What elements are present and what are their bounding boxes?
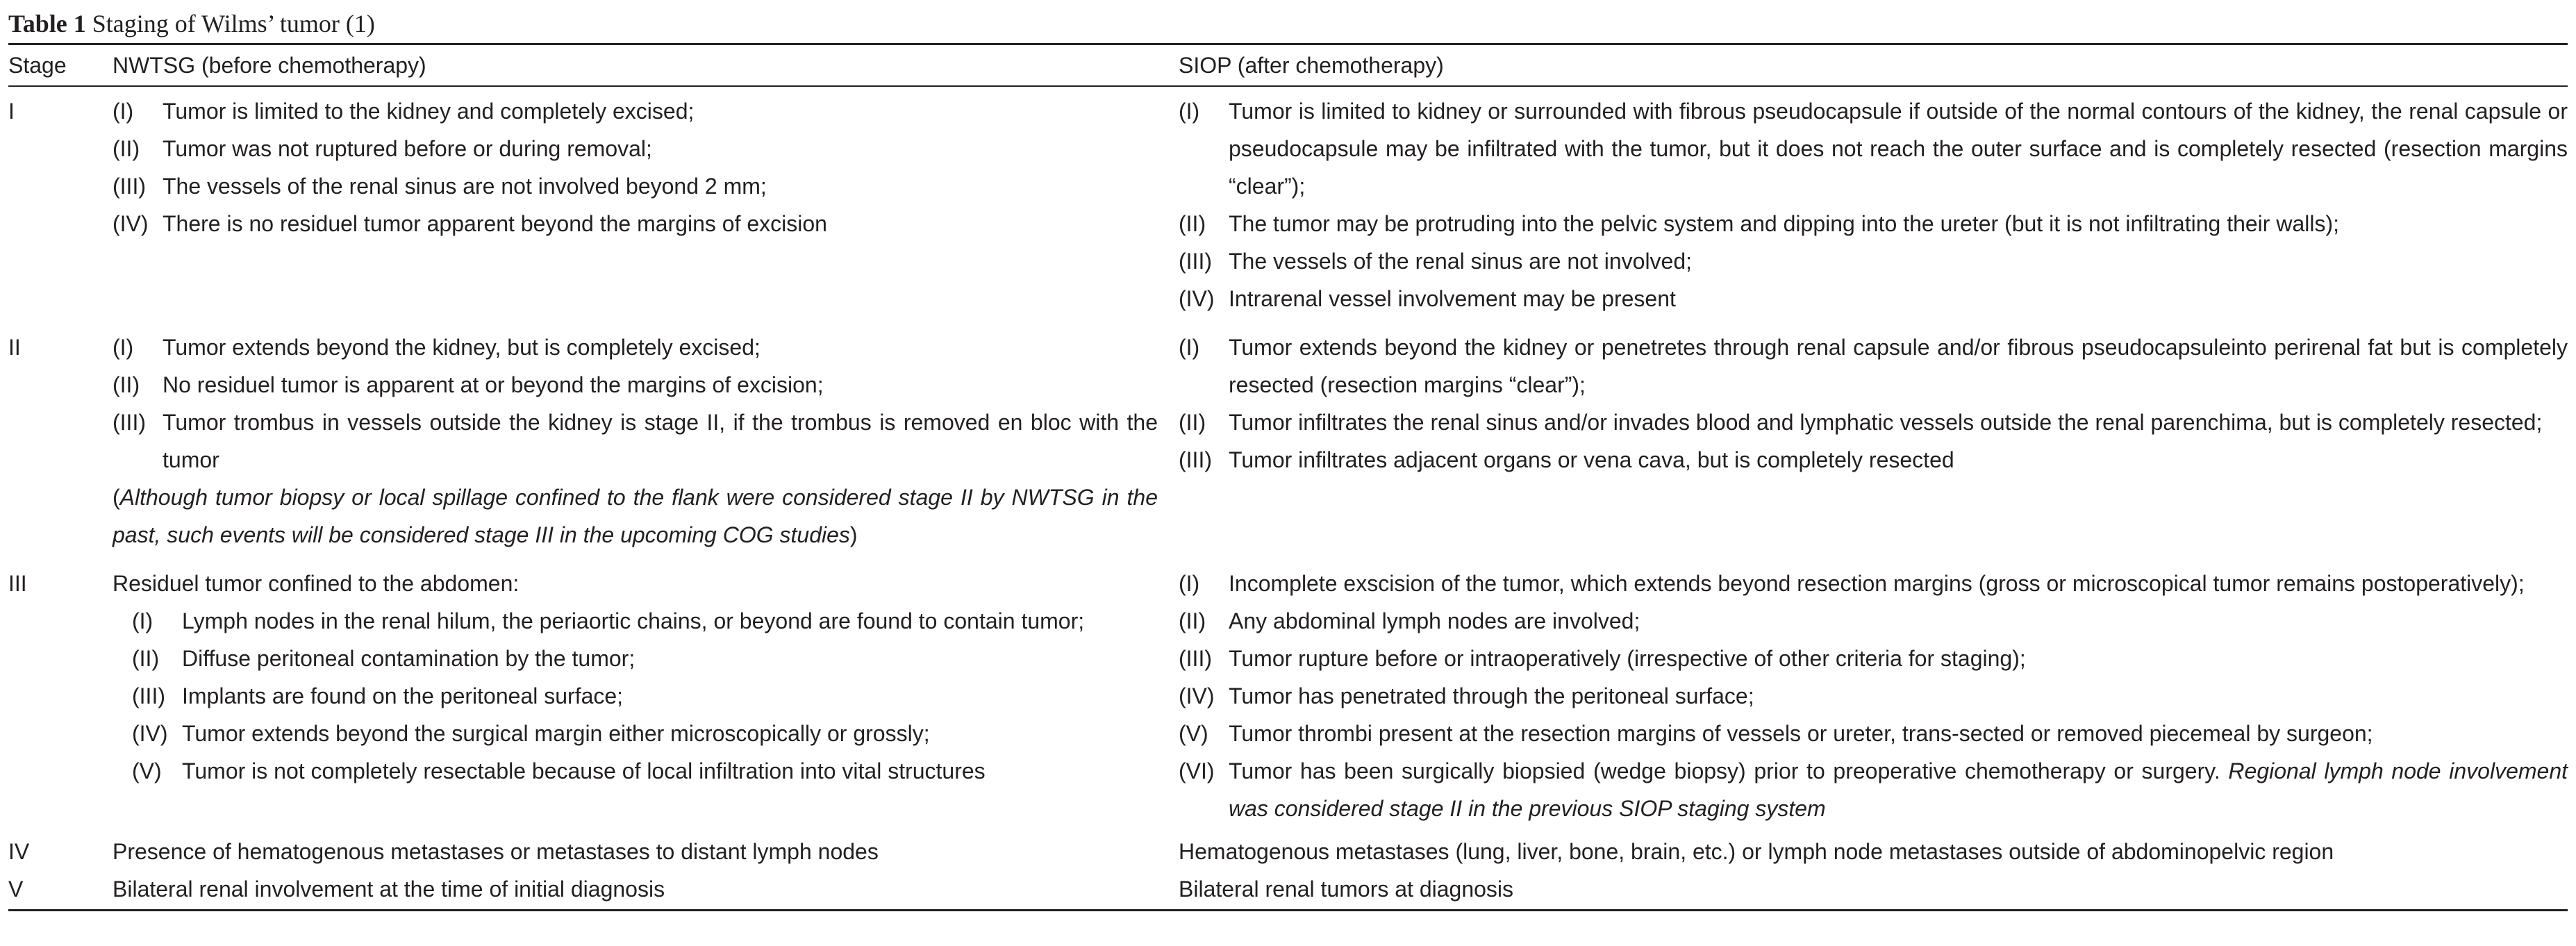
- item-marker: (II): [1179, 211, 1206, 236]
- list-item: [1179, 404, 2568, 441]
- header-siop: SIOP (after chemotherapy): [1179, 53, 1444, 78]
- item-marker: (III): [1179, 249, 1212, 274]
- siop-cell: [1179, 92, 2568, 317]
- item-marker: (II): [113, 372, 140, 397]
- siop-cell: [1179, 565, 2568, 827]
- item-text: Any abdominal lymph nodes are involved;: [1229, 608, 1640, 633]
- item-text: Tumor is not completely resectable because of local infiltration into vital structures: [182, 758, 986, 783]
- item-text: Incomplete exscision of the tumor, which extends beyond resection margins (gross or microscopical tumor remains postoperatively);: [1229, 571, 2525, 596]
- item-text: Tumor is limited to kidney or surrounded with fibrous pseudocapsule if outside of the normal contours of the kidney, the renal capsule or pseudocapsule may be infiltrated with the tumor, but it does not reach the outer surface and is completely resected (resection margins “clear”);: [1229, 99, 2568, 199]
- note-open-paren: (: [113, 485, 120, 510]
- stage-label: V: [8, 877, 24, 902]
- item-marker: (I): [1179, 335, 1200, 360]
- nwtsg-cell: Bilateral renal involvement at the time of initial diagnosis: [113, 877, 665, 902]
- item-marker: (IV): [132, 721, 168, 746]
- header-nwtsg: NWTSG (before chemotherapy): [113, 53, 426, 78]
- item-text: Lymph nodes in the renal hilum, the periaortic chains, or beyond are found to contain tumor;: [182, 608, 1085, 633]
- item-marker: (V): [1179, 721, 1208, 746]
- list-item: [1179, 565, 2568, 602]
- table-caption: [8, 0, 2568, 43]
- note-close-paren: ): [849, 522, 858, 547]
- table-row-stage-1: [8, 87, 2568, 323]
- list-item: [1179, 92, 2568, 205]
- item-marker: (III): [1179, 447, 1212, 472]
- item-text: Tumor has penetrated through the peritoneal surface;: [1229, 683, 1754, 708]
- list-item: [113, 130, 1158, 167]
- list-item: [1179, 329, 2568, 404]
- item-marker: (III): [132, 683, 165, 708]
- item-marker: (II): [1179, 410, 1206, 435]
- list-item: [113, 640, 1158, 677]
- list-item: [113, 715, 1158, 752]
- table-header-row: [8, 45, 2568, 85]
- list-item: [1179, 677, 2568, 715]
- item-marker: (II): [113, 136, 140, 161]
- table-row-stage-5: [8, 870, 2568, 909]
- list-item: [1179, 441, 2568, 479]
- item-text: Tumor thrombi present at the resection margins of vessels or ureter, trans-sected or removed piecemeal by surgeon;: [1229, 721, 2373, 746]
- item-marker: (IV): [1179, 683, 1215, 708]
- note-text: Although tumor biopsy or local spillage confined to the flank were considered stage II by NWTSG in the past, such events will be considered stage III in the upcoming COG studies: [113, 485, 1158, 547]
- table-row-stage-4: [8, 833, 2568, 870]
- list-item: [113, 677, 1158, 715]
- nwtsg-cell: [113, 565, 1179, 827]
- item-marker: (II): [132, 646, 160, 671]
- item-marker: (I): [1179, 571, 1200, 596]
- item-text: Tumor infiltrates the renal sinus and/or invades blood and lymphatic vessels outside the renal parenchima, but is completely resected;: [1229, 410, 2543, 435]
- list-item: [1179, 205, 2568, 242]
- siop-cell: Hematogenous metastases (lung, liver, bone, brain, etc.) or lymph node metastases outside of abdominopelvic region: [1179, 839, 2334, 864]
- nwtsg-cell: [113, 92, 1179, 317]
- nwtsg-cell: Presence of hematogenous metastases or metastases to distant lymph nodes: [113, 839, 879, 864]
- list-item: [1179, 242, 2568, 280]
- list-item: [1179, 715, 2568, 752]
- list-item: [113, 205, 1158, 242]
- item-marker: (III): [113, 174, 146, 199]
- siop-cell: [1179, 329, 2568, 554]
- item-marker: (IV): [1179, 286, 1215, 311]
- table-row-stage-2: [8, 323, 2568, 559]
- item-marker: (I): [113, 335, 134, 360]
- item-text: Tumor was not ruptured before or during removal;: [163, 136, 652, 161]
- list-item: [1179, 280, 2568, 317]
- stage-2-note: [113, 479, 1158, 554]
- item-text: No residuel tumor is apparent at or beyond the margins of excision;: [163, 372, 824, 397]
- item-text-italic: Regional lymph node involvement was considered stage II in the previous SIOP staging system: [1229, 758, 2568, 821]
- item-marker: (V): [132, 758, 162, 783]
- bottom-rule: [8, 909, 2568, 911]
- table-caption-label: Table 1: [8, 10, 86, 38]
- list-item: [113, 404, 1158, 479]
- item-marker: (IV): [113, 211, 149, 236]
- item-text: Tumor trombus in vessels outside the kidney is stage II, if the trombus is removed en bloc with the tumor: [163, 410, 1158, 472]
- list-item: [1179, 602, 2568, 640]
- item-text: There is no residuel tumor apparent beyond the margins of excision: [163, 211, 827, 236]
- item-marker: (III): [113, 410, 146, 435]
- item-text: Tumor infiltrates adjacent organs or vena cava, but is completely resected: [1229, 447, 1954, 472]
- stage-label: I: [8, 99, 15, 124]
- list-item: [113, 752, 1158, 790]
- stage-label: III: [8, 571, 27, 596]
- item-marker: (I): [1179, 99, 1200, 124]
- staging-table: [8, 0, 2568, 911]
- item-text: The tumor may be protruding into the pelvic system and dipping into the ureter (but it is not infiltrating their walls);: [1229, 211, 2339, 236]
- item-text: Tumor rupture before or intraoperatively (irrespective of other criteria for staging);: [1229, 646, 2026, 671]
- item-text: The vessels of the renal sinus are not involved;: [1229, 249, 1693, 274]
- table-row-stage-3: [8, 559, 2568, 833]
- item-marker: (I): [132, 608, 153, 633]
- nwtsg-cell: [113, 329, 1179, 554]
- item-text: [1229, 752, 2568, 827]
- item-marker: (VI): [1179, 758, 1215, 783]
- list-item: [1179, 752, 2568, 827]
- table-caption-title: Staging of Wilms’ tumor (1): [92, 10, 375, 38]
- item-text: The vessels of the renal sinus are not involved beyond 2 mm;: [163, 174, 767, 199]
- list-item: [113, 329, 1158, 366]
- item-text-regular: Tumor has been surgically biopsied (wedge biopsy) prior to preoperative chemotherapy or surgery.: [1229, 758, 2220, 783]
- list-item: [113, 92, 1158, 130]
- list-item: [113, 602, 1158, 640]
- stage-label: II: [8, 335, 21, 360]
- list-item: [1179, 640, 2568, 677]
- list-item: [113, 366, 1158, 404]
- stage-3-intro: Residuel tumor confined to the abdomen:: [113, 571, 520, 596]
- item-text: Tumor extends beyond the kidney or penetretes through renal capsule and/or fibrous pseudocapsuleinto perirenal fat but is completely resected (resection margins “clear”);: [1229, 335, 2568, 397]
- list-item: [113, 167, 1158, 205]
- item-marker: (III): [1179, 646, 1212, 671]
- item-text: Diffuse peritoneal contamination by the tumor;: [182, 646, 635, 671]
- item-marker: (I): [113, 99, 134, 124]
- item-text: Tumor is limited to the kidney and completely excised;: [163, 99, 695, 124]
- item-text: Tumor extends beyond the kidney, but is completely excised;: [163, 335, 761, 360]
- stage-label: IV: [8, 839, 30, 864]
- item-text: Tumor extends beyond the surgical margin either microscopically or grossly;: [182, 721, 930, 746]
- item-text: Intrarenal vessel involvement may be present: [1229, 286, 1676, 311]
- header-stage: Stage: [8, 53, 67, 78]
- item-text: Implants are found on the peritoneal surface;: [182, 683, 624, 708]
- item-marker: (II): [1179, 608, 1206, 633]
- siop-cell: Bilateral renal tumors at diagnosis: [1179, 877, 1514, 902]
